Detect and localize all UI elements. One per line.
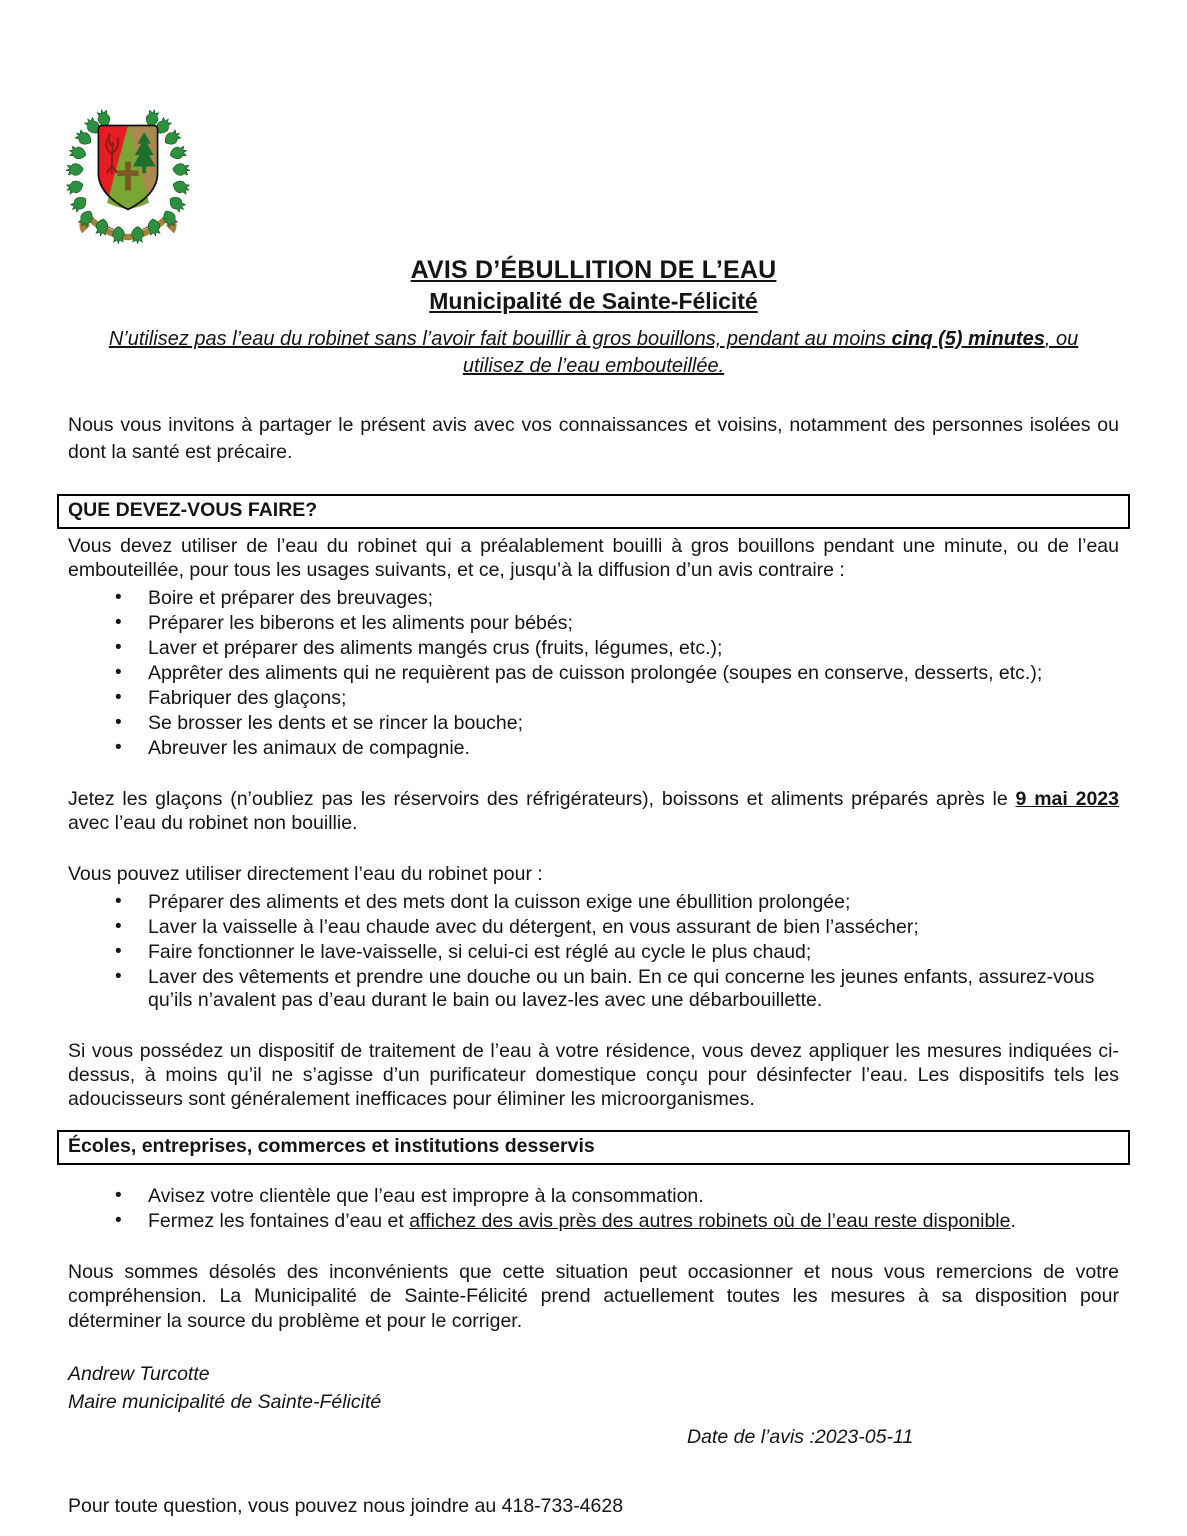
signature-block xyxy=(68,1361,1119,1416)
title-block xyxy=(68,256,1119,315)
text-segment-bold: cinq (5) minutes xyxy=(891,328,1045,350)
intro-paragraph: Nous vous invitons à partager le présent avis avec vos connaissances et voisins, notamment des personnes isolées ou dont la santé est précaire. xyxy=(68,414,1119,463)
text-segment-underlined: affichez des avis près des autres robinets où de l’eau reste disponible xyxy=(409,1209,1011,1232)
list-item: • Laver la vaisselle à l’eau chaude avec du détergent, en vous assurant de bien l’assécher; xyxy=(115,916,1119,939)
page-title: AVIS D’ÉBULLITION DE L’EAU xyxy=(410,256,777,284)
notice-date-line: Date de l’avis :2023-05-11 xyxy=(687,1426,914,1449)
boiled-water-uses-list xyxy=(68,587,1119,760)
direct-use-intro: Vous pouvez utiliser directement l’eau du robinet pour : xyxy=(68,863,543,886)
contact-line: Pour toute question, vous pouvez nous joindre au 418-733-4628 xyxy=(68,1495,624,1518)
list-item: • Boire et préparer des breuvages; xyxy=(115,587,1119,610)
shield xyxy=(98,126,157,210)
ribbon xyxy=(80,213,177,237)
apology-paragraph: Nous sommes désolés des inconvénients que cette situation peut occasionner et nous vous remercions de votre compréhension. La Municipalité de Sainte-Félicité prend actuellement toutes les mesures à sa disposition pour déterminer la source du problème et pour le corriger. xyxy=(68,1260,1119,1332)
text-segment: utilisez de l’eau embouteillée. xyxy=(462,355,725,377)
list-item: • Abreuver les animaux de compagnie. xyxy=(115,737,1119,760)
list-item: • Avisez votre clientèle que l’eau est impropre à la consommation. xyxy=(115,1185,1119,1208)
section-heading-ecoles-entreprises: Écoles, entreprises, commerces et institutions desservis xyxy=(57,1130,1130,1165)
discard-instructions-paragraph xyxy=(68,787,1119,836)
text-segment: avec l’eau du robinet non bouillie. xyxy=(68,811,358,834)
section-heading-que-devez-vous-faire: QUE DEVEZ-VOUS FAIRE? xyxy=(57,494,1130,529)
text-segment: . xyxy=(1010,1209,1016,1232)
water-treatment-paragraph: Si vous possédez un dispositif de traitement de l’eau à votre résidence, vous devez appliquer les mesures indiquées ci-dessus, à moins qu’il ne s’agisse d’un purificateur domestique conçu pour désinfecter l’eau. Les dispositifs tels les adoucisseurs sont généralement inefficaces pour éliminer les microorganismes. xyxy=(68,1039,1119,1111)
signature-title: Maire municipalité de Sainte-Félicité xyxy=(68,1390,382,1413)
list-item: • Laver des vêtements et prendre une douche ou un bain. En ce qui concerne les jeunes enfants, assurez-vous qu’ils n’avalent pas d’eau durant le bain ou lavez-les avec une débarbouillette. xyxy=(115,966,1119,1012)
list-item: • Préparer les biberons et les aliments pour bébés; xyxy=(115,612,1119,635)
coat-of-arms-svg xyxy=(66,104,190,252)
list-item: • Se brosser les dents et se rincer la bouche; xyxy=(115,712,1119,735)
document-content xyxy=(0,104,1187,1518)
list-item xyxy=(115,1210,1119,1233)
municipality-coat-of-arms-icon xyxy=(66,104,190,252)
list-item: • Apprêter des aliments qui ne requièrent pas de cuisson prolongée (soupes en conserve, desserts, etc.); xyxy=(115,662,1119,685)
signature-name: Andrew Turcotte xyxy=(68,1362,210,1385)
list-item: • Fabriquer des glaçons; xyxy=(115,687,1119,710)
boiled-water-uses-paragraph: Vous devez utiliser de l’eau du robinet qui a préalablement bouilli à gros bouillons pendant une minute, ou de l’eau embouteillée, pour tous les usages suivants, et ce, jusqu’à la diffusion d’un avis contraire : xyxy=(68,534,1119,582)
list-item: • Laver et préparer des aliments mangés crus (fruits, légumes, etc.); xyxy=(115,637,1119,660)
list-item: • Préparer des aliments et des mets dont la cuisson exige une ébullition prolongée; xyxy=(115,891,1119,914)
text-segment: N’utilisez pas l’eau du robinet sans l’avoir fait bouillir à gros bouillons, pendant au moins xyxy=(108,328,892,350)
direct-use-list xyxy=(68,891,1119,1012)
page-subtitle: Municipalité de Sainte-Félicité xyxy=(429,288,758,314)
business-instructions-list xyxy=(68,1185,1119,1233)
list-item: • Faire fonctionner le lave-vaisselle, si celui-ci est réglé au cycle le plus chaud; xyxy=(115,941,1119,964)
text-segment: Fermez les fontaines d’eau et xyxy=(148,1209,410,1232)
text-segment: , ou xyxy=(1044,328,1079,350)
notice-date: 9 mai 2023 xyxy=(1015,787,1119,810)
text-segment: Jetez les glaçons (n’oubliez pas les réservoirs des réfrigérateurs), boissons et aliments préparés après le xyxy=(68,787,1016,810)
boil-warning-statement xyxy=(68,326,1119,380)
